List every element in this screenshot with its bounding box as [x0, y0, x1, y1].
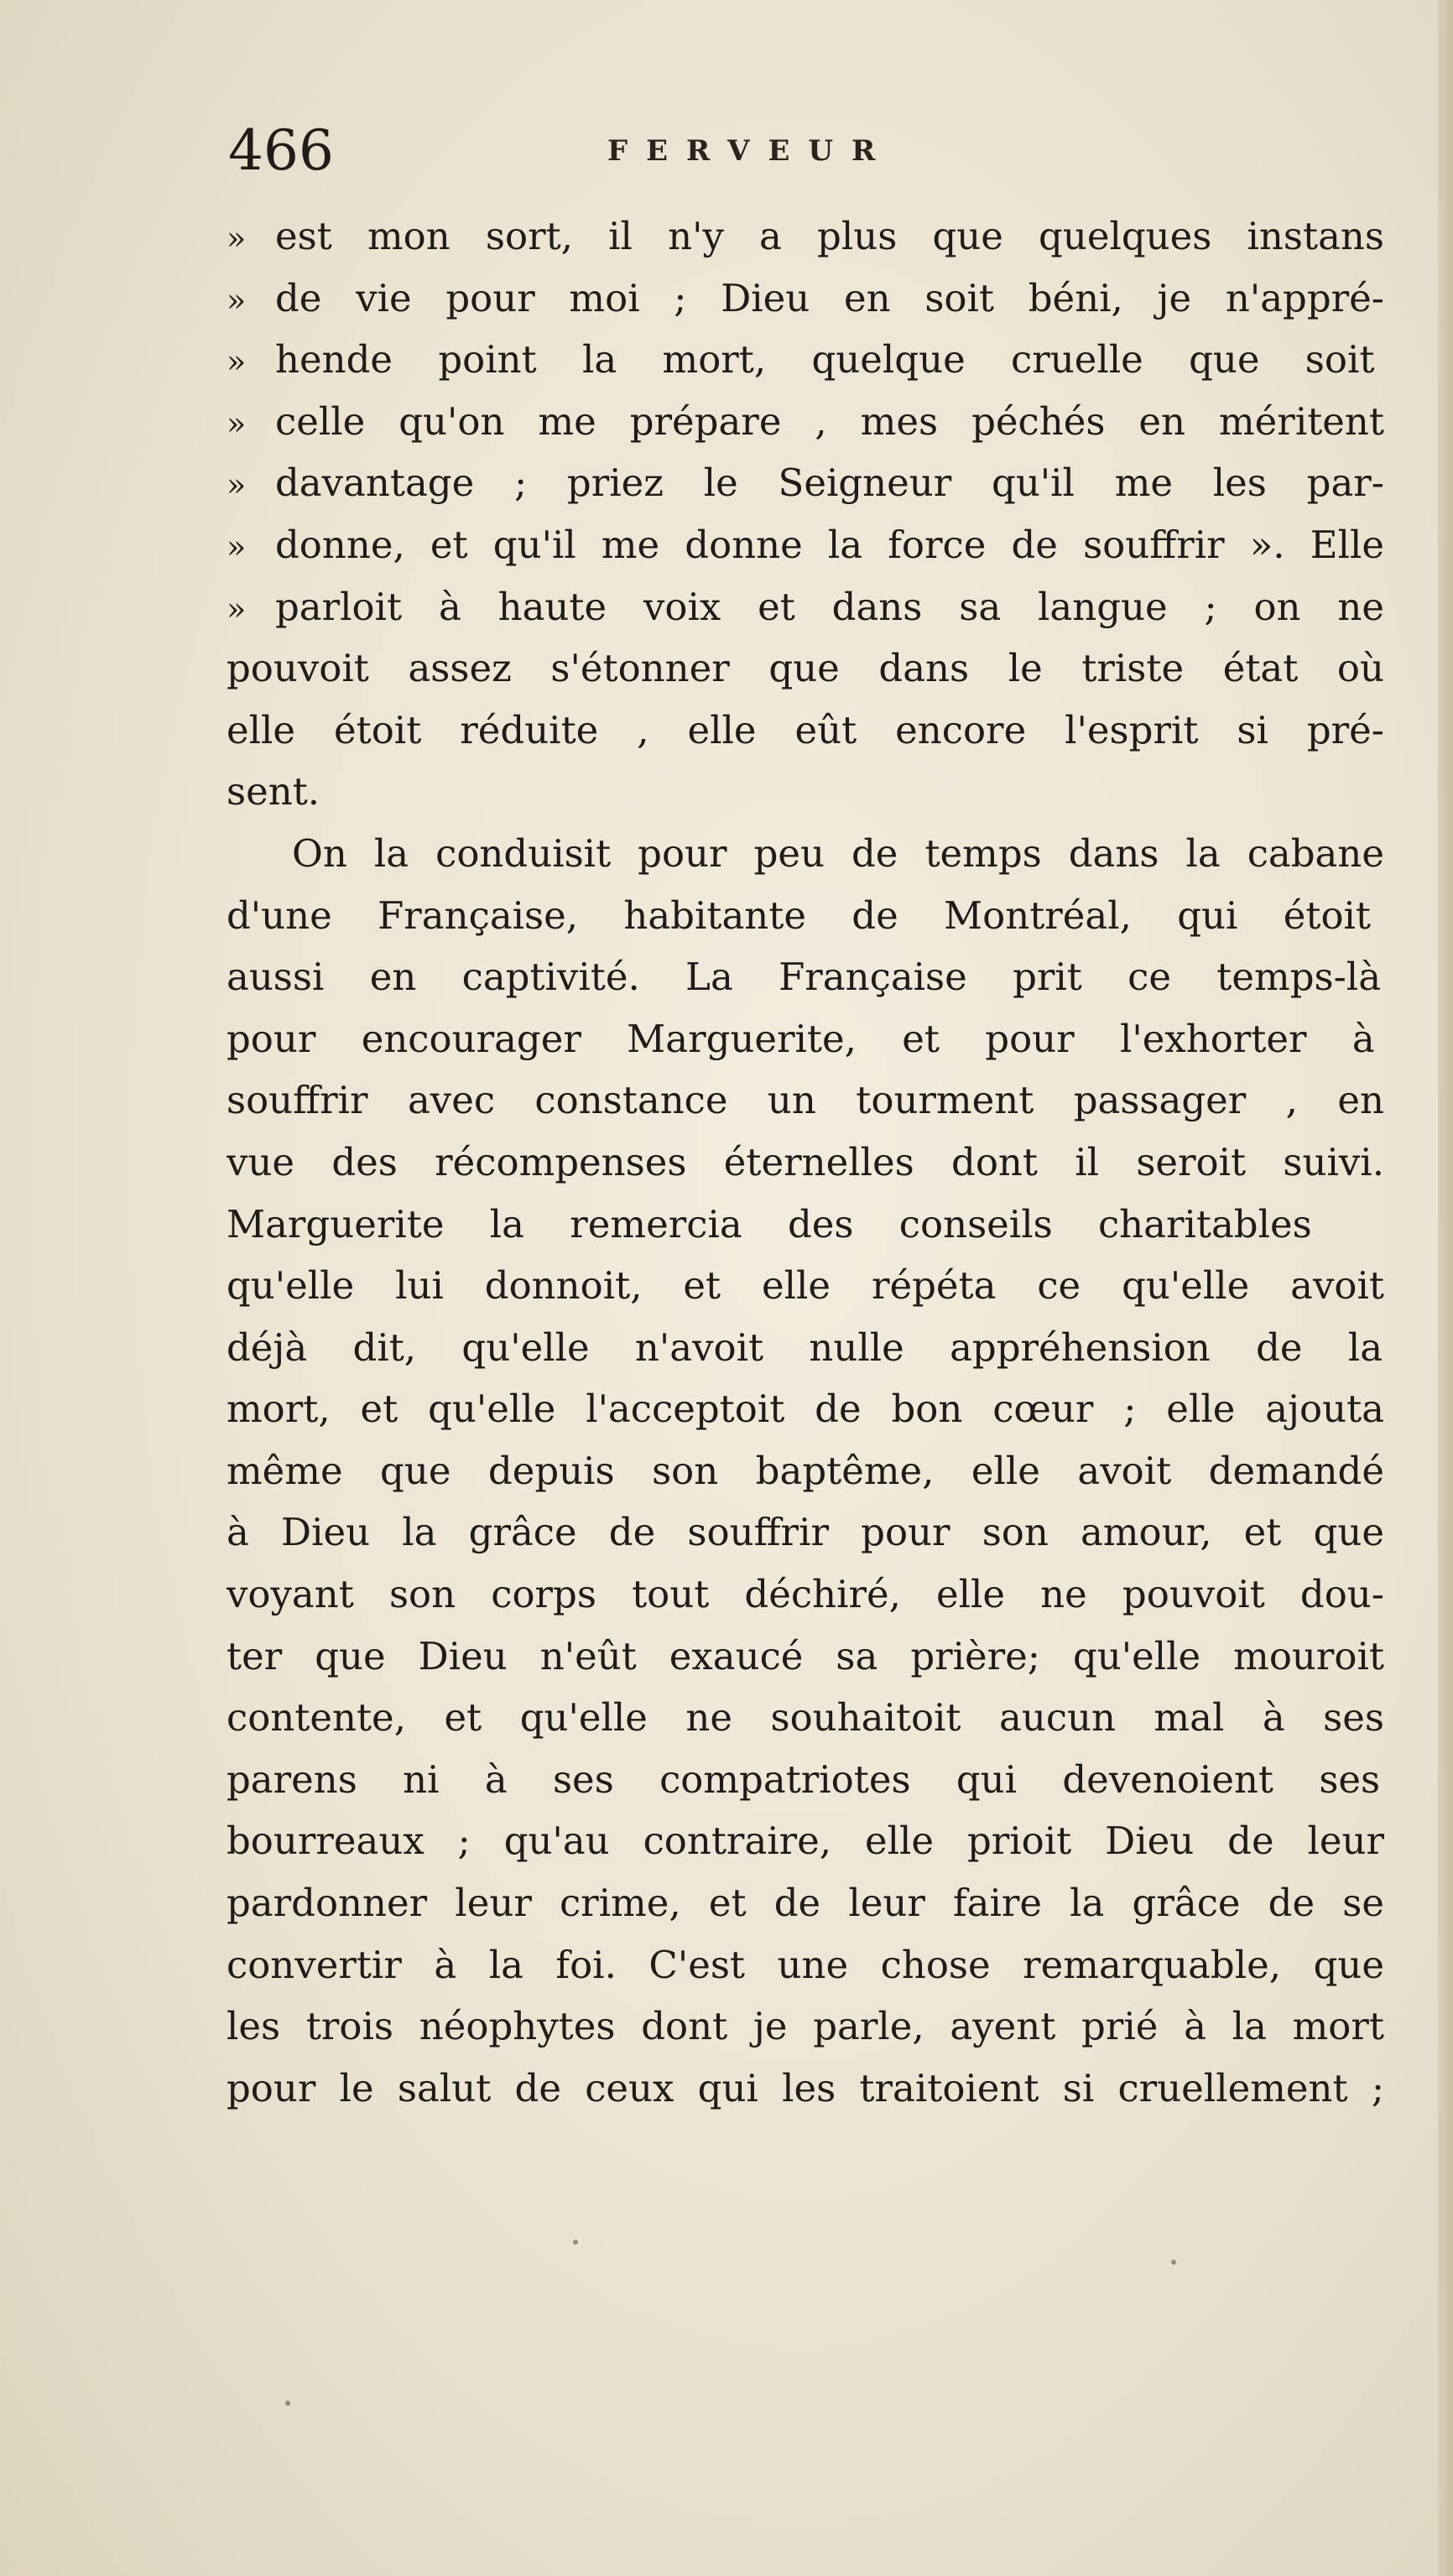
line-text: Marguerite la remercia des conseils charitables [227, 1201, 1312, 1246]
line-text: aussi en captivité. La Française prit ce temps-là [227, 955, 1382, 1000]
line-text: convertir à la foi. C'est une chose remarquable, que [227, 1942, 1384, 1987]
text-line [227, 576, 1384, 638]
page-number: 466 [228, 118, 334, 183]
text-line [227, 761, 1384, 823]
text-line [227, 1317, 1384, 1379]
page-header [228, 117, 1386, 185]
line-text: de vie pour moi ; Dieu en soit béni, je n'appré- [275, 275, 1384, 320]
line-text: les trois néophytes dont je parle, ayent prié à la mort [227, 2004, 1384, 2049]
text-line [227, 1255, 1384, 1317]
text-line [227, 1810, 1384, 1872]
quote-mark: » [227, 343, 247, 381]
page-edge-shadow [1438, 0, 1453, 2576]
text-line [227, 1069, 1384, 1132]
text-line [227, 1132, 1384, 1194]
text-line [227, 1501, 1384, 1564]
line-text: voyant son corps tout déchiré, elle ne pouvoit dou- [227, 1572, 1384, 1617]
text-line [227, 1934, 1384, 1996]
line-text: parens ni à ses compatriotes qui devenoient ses [227, 1756, 1381, 1802]
text-line [227, 1687, 1384, 1749]
line-text: ter que Dieu n'eût exaucé sa prière; qu'elle mouroit [227, 1633, 1384, 1678]
line-text: est mon sort, il n'y a plus que quelques instans [275, 214, 1384, 258]
quote-mark: » [227, 404, 247, 442]
running-title: FERVEUR [607, 134, 894, 168]
text-line [227, 206, 1384, 268]
text-line [227, 1872, 1384, 1934]
line-text: pour encourager Marguerite, et pour l'exhorter à [227, 1016, 1375, 1061]
line-text: à Dieu la grâce de souffrir pour son amour, et que [227, 1510, 1384, 1555]
line-text: déjà dit, qu'elle n'avoit nulle appréhension de la [227, 1324, 1383, 1370]
text-line [227, 946, 1384, 1008]
line-text: vue des récompenses éternelles dont il seroit suivi. [227, 1139, 1384, 1184]
quote-mark: » [227, 220, 247, 257]
quote-mark: » [227, 466, 247, 504]
paper-speck [285, 2401, 290, 2406]
line-text: davantage ; priez le Seigneur qu'il me les par- [275, 461, 1384, 506]
line-text: mort, et qu'elle l'acceptoit de bon cœur ; elle ajouta [227, 1387, 1384, 1432]
line-text: elle étoit réduite , elle eût encore l'esprit si pré- [227, 707, 1384, 752]
line-text: qu'elle lui donnoit, et elle répéta ce qu'elle avoit [227, 1263, 1384, 1309]
text-line [227, 1194, 1384, 1256]
text-line [227, 2058, 1384, 2120]
quote-mark: » [227, 281, 247, 319]
line-text: On la conduisit pour peu de temps dans la cabane [292, 830, 1384, 876]
text-line [227, 885, 1384, 947]
text-line [227, 1440, 1384, 1502]
text-line [227, 700, 1384, 762]
quote-mark: » [227, 590, 247, 627]
body-text [227, 206, 1384, 2119]
quote-mark: » [227, 528, 247, 565]
text-line [227, 452, 1384, 514]
text-line [227, 1626, 1384, 1688]
line-text: d'une Française, habitante de Montréal, qui étoit [227, 892, 1372, 938]
line-text: souffrir avec constance un tourment passager , en [227, 1078, 1384, 1123]
text-line [227, 823, 1384, 885]
text-line [227, 391, 1384, 453]
text-line [227, 514, 1384, 576]
line-text: sent. [227, 769, 320, 814]
line-text: celle qu'on me prépare , mes péchés en méritent [275, 398, 1384, 444]
line-text: parloit à haute voix et dans sa langue ; on ne [275, 584, 1384, 629]
line-text: même que depuis son baptême, elle avoit demandé [227, 1448, 1384, 1493]
line-text: hende point la mort, quelque cruelle que soit [275, 337, 1375, 382]
line-text: pardonner leur crime, et de leur faire la grâce de se [227, 1881, 1384, 1926]
text-line [227, 1996, 1384, 2058]
text-line [227, 1749, 1384, 1811]
text-line [227, 1378, 1384, 1440]
text-line [227, 637, 1384, 700]
line-text: pour le salut de ceux qui les traitoient si cruellement ; [227, 2065, 1384, 2110]
line-text: contente, et qu'elle ne souhaitoit aucun mal à ses [227, 1695, 1384, 1741]
paper-speck [573, 2240, 578, 2245]
line-text: pouvoit assez s'étonner que dans le triste état où [227, 646, 1384, 691]
text-line [227, 1008, 1384, 1070]
line-text: bourreaux ; qu'au contraire, elle prioit Dieu de leur [227, 1819, 1384, 1864]
text-line [227, 268, 1384, 330]
paper-speck [1171, 2260, 1176, 2265]
text-line [227, 1564, 1384, 1626]
line-text: donne, et qu'il me donne la force de souffrir ». Elle [275, 522, 1384, 567]
text-line [227, 329, 1384, 391]
